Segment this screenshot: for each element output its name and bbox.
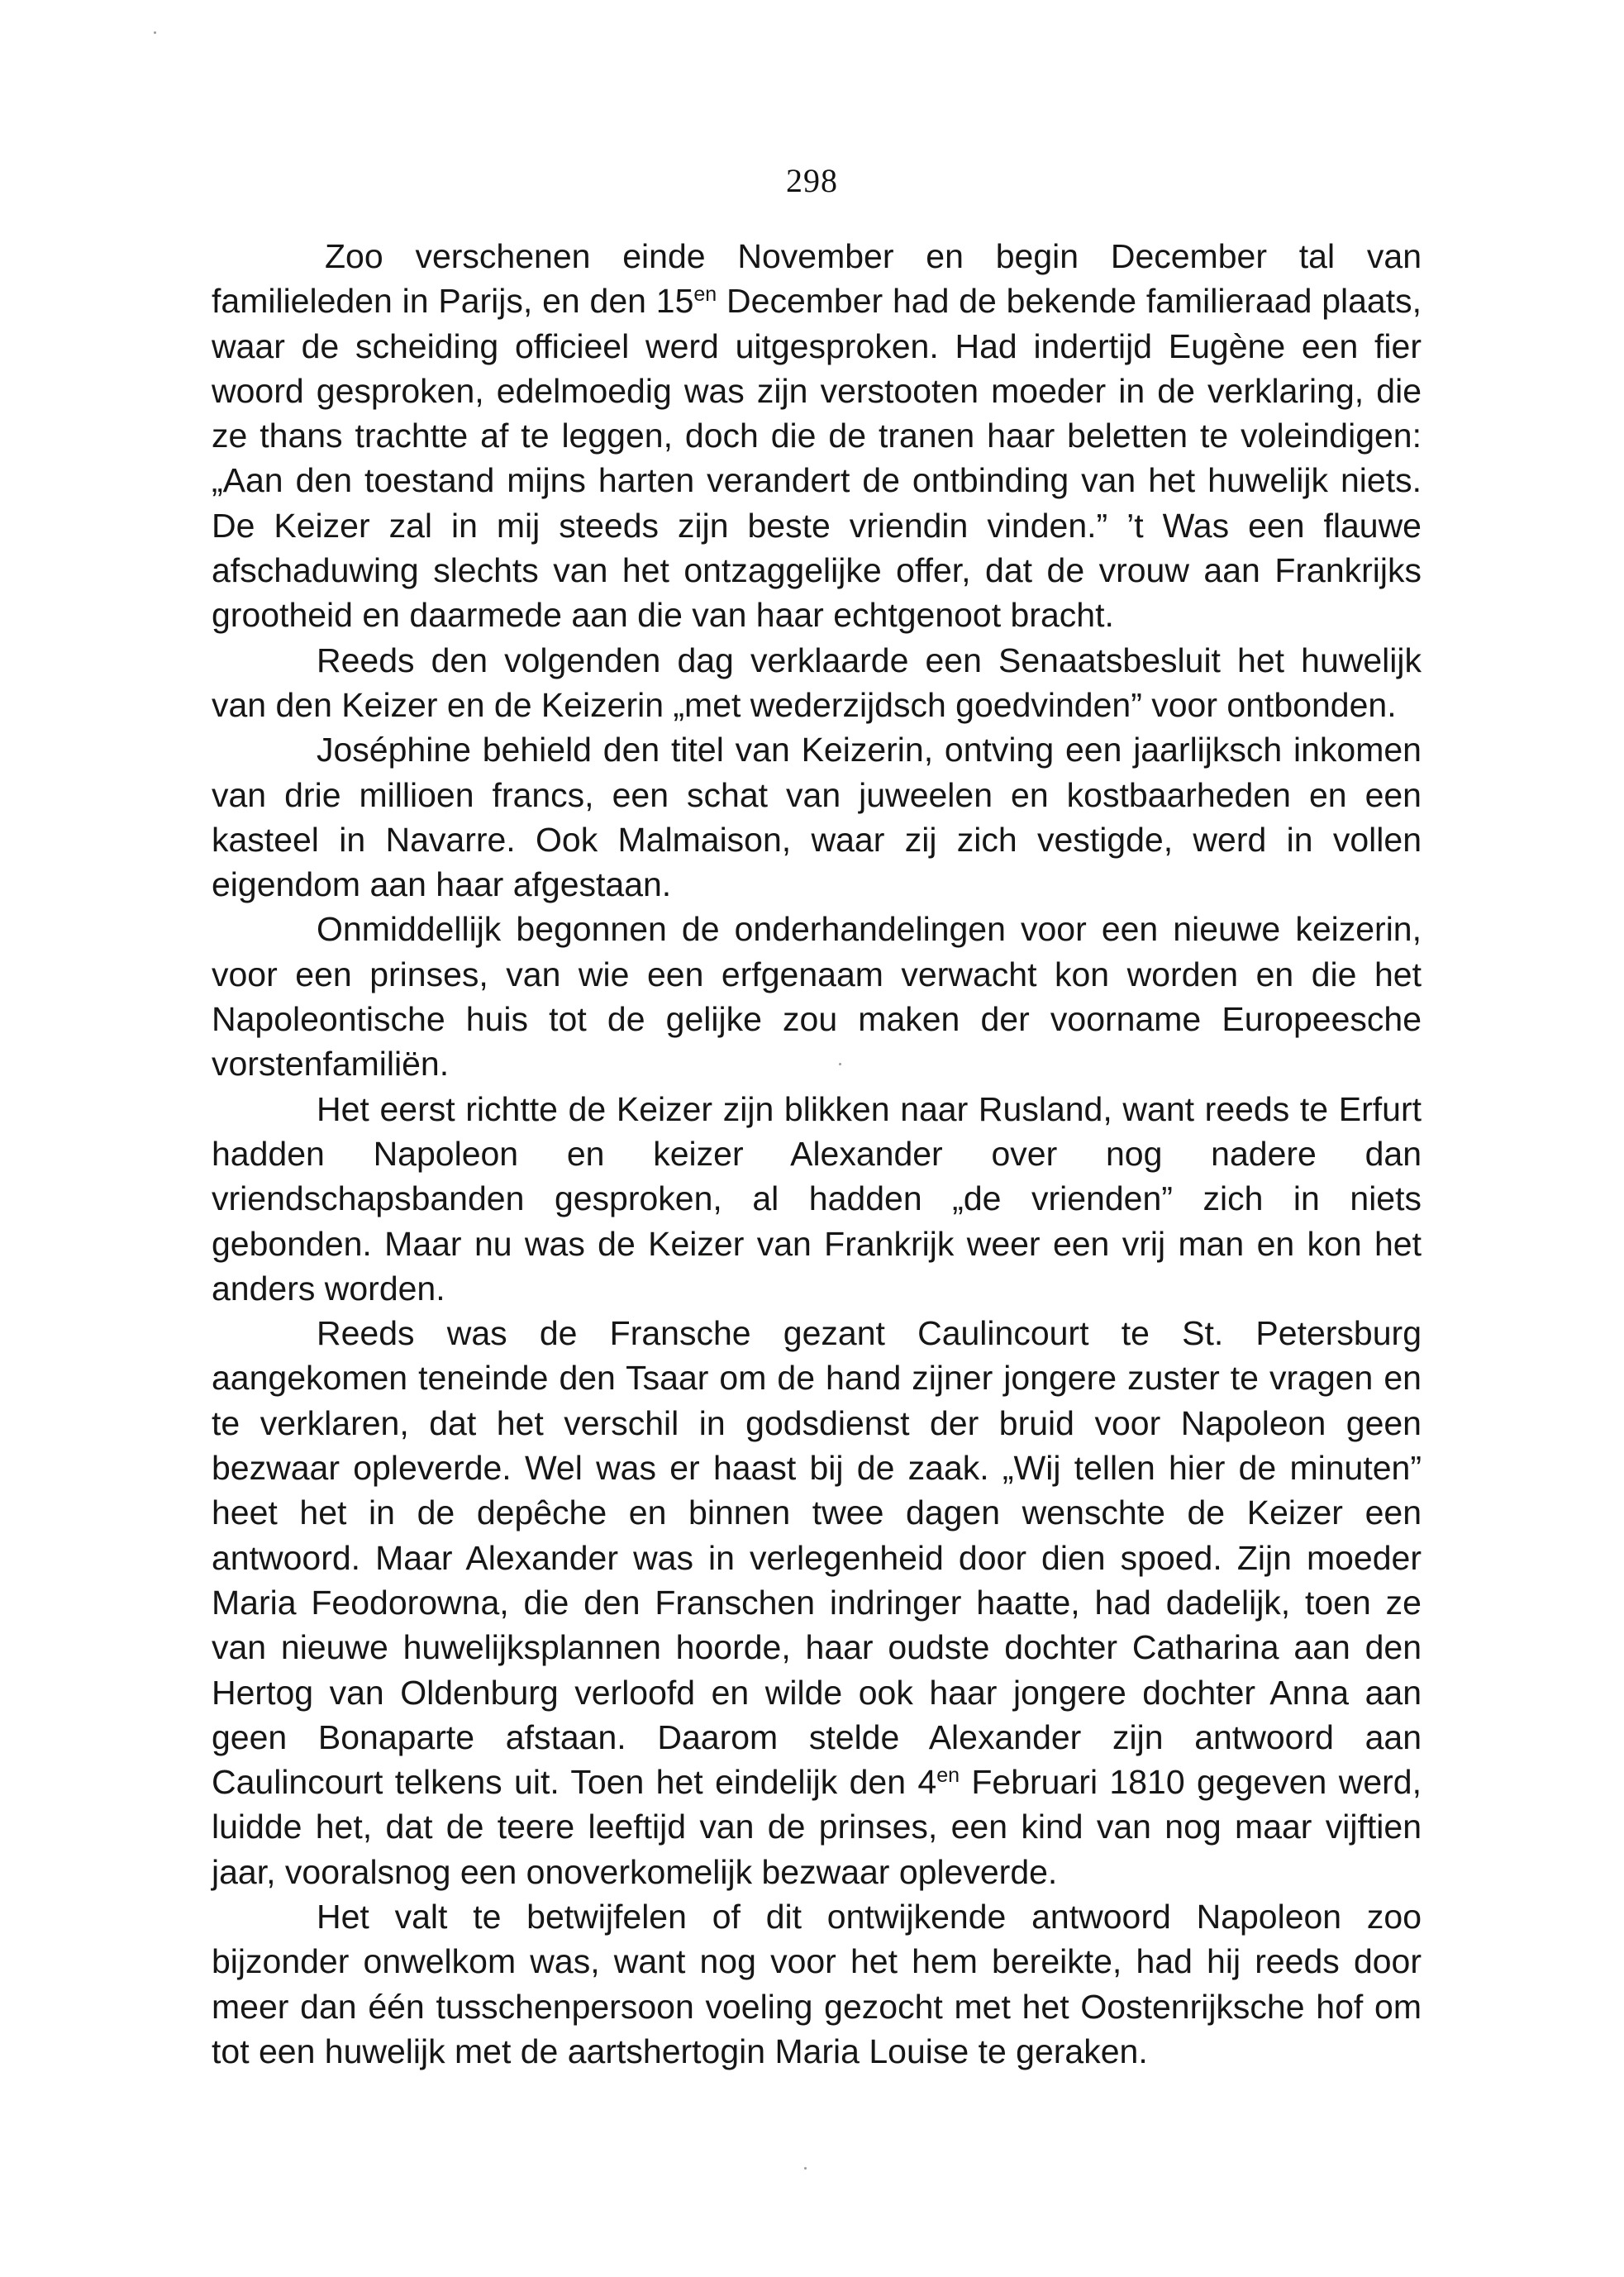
paragraph-5: Het eerst richtte de Keizer zijn blikken naar Rusland, want reeds te Erfurt hadden Napoleon en keizer Alexander over nog nadere dan vriendschapsbanden gesproken, al hadden „de vrienden” zich in niets gebonden. Maar nu was de Keizer van Frankrijk weer een vrij man en kon het anders worden.: [212, 1089, 1422, 1308]
body-text: [212, 234, 1422, 2074]
scan-speck: [804, 2167, 807, 2170]
scan-speck: [154, 31, 156, 34]
paragraph-1-text-a: Zoo verschenen einde November en begin December tal van familieleden in Parijs, en den 15: [212, 237, 1422, 321]
ordinal-suffix: en: [693, 283, 717, 307]
scan-speck: [839, 1063, 841, 1065]
paragraph-6-text-b: Februari 1810 gegeven werd, luidde het, dat de teere leeftijd van de prinses, een kind van nog maar vijftien jaar, vooralsnog een onoverkomelijk bezwaar opleverde.: [212, 1763, 1422, 1891]
paragraph-4: Onmiddellijk begonnen de onderhandelingen voor een nieuwe keizerin, voor een prinses, van wie een erfgenaam verwacht kon worden en die het Napoleontische huis tot de gelijke zou maken der voorname Europeesche vorstenfamiliën.: [212, 910, 1422, 1084]
ordinal-suffix: en: [936, 1764, 960, 1788]
paragraph-1-text-b: December had de bekende familieraad plaats, waar de scheiding officieel werd uitgesproken. Had indertijd Eugène een fier woord gesproken, edelmoedig was zijn verstooten moeder in de verklaring, die ze thans trachtte af te leggen, doch die de tranen haar beletten te voleindigen: „Aan den toestand mijns harten verandert de ontbinding van het huwelijk niets. De Keizer zal in mij steeds zijn beste vriendin vinden.” ’t Was een flauwe afschaduwing slechts van het ontzaggelijke offer, dat de vrouw aan Frankrijks grootheid en daarmede aan die van haar echtgenoot bracht.: [212, 282, 1422, 635]
paragraph-6: [212, 1311, 1422, 1894]
paragraph-2: Reeds den volgenden dag verklaarde een Senaatsbesluit het huwelijk van den Keizer en de Keizerin „met wederzijdsch goedvinden” voor ontbonden.: [212, 641, 1422, 724]
page-number: 298: [786, 162, 838, 199]
paragraph-6-text-a: Reeds was de Fransche gezant Caulincourt te St. Petersburg aangekomen teneinde den Tsaar om de hand zijner jongere zuster te vragen en te verklaren, dat het verschil in godsdienst der bruid voor Napoleon geen bezwaar opleverde. Wel was er haast bij de zaak. „Wij tellen hier de minuten” heet het in de depêche en binnen twee dagen wenschte de Keizer een antwoord. Maar Alexander was in verlegenheid door dien spoed. Zijn moeder Maria Feodorowna, die den Franschen indringer haatte, had dadelijk, toen ze van nieuwe huwelijksplannen hoorde, haar oudste dochter Catharina aan den Hertog van Oldenburg verloofd en wilde ook haar jongere dochter Anna aan geen Bonaparte afstaan. Daarom stelde Alexander zijn antwoord aan Caulincourt telkens uit. Toen het eindelijk den 4: [212, 1314, 1422, 1802]
paragraph-3: Joséphine behield den titel van Keizerin, ontving een jaarlijksch inkomen van drie millioen francs, een schat van juweelen en kostbaarheden en een kasteel in Navarre. Ook Malmaison, waar zij zich vestigde, werd in vollen eigendom aan haar afgestaan.: [212, 731, 1422, 904]
paragraph-7: Het valt te betwijfelen of dit ontwijkende antwoord Napoleon zoo bijzonder onwelkom was, want nog voor het hem bereikte, had hij reeds door meer dan één tusschenpersoon voeling gezocht met het Oostenrijksche hof om tot een huwelijk met de aartshertogin Maria Louise te geraken.: [212, 1897, 1422, 2070]
paragraph-1: [212, 234, 1422, 638]
